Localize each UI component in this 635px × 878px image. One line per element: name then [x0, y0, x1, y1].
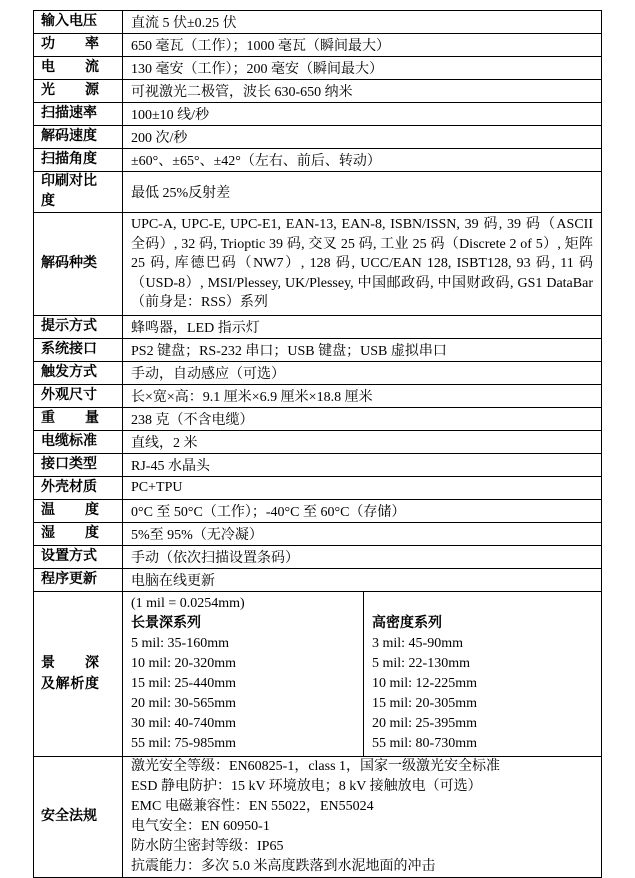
spec-row-housing-material — [34, 476, 602, 499]
spec-value-temperature: 0°C 至 50°C（工作）；-40°C 至 60°C（存储） — [123, 499, 602, 522]
spec-value-weight: 238 克（不含电缆） — [123, 407, 602, 430]
high-density-column — [364, 592, 601, 756]
spec-row-current — [34, 57, 602, 80]
spec-label-text: 触发方式 — [41, 364, 97, 380]
spec-label-text: 解码种类 — [41, 255, 97, 271]
spec-label-setup-method — [34, 545, 123, 568]
depth-item: 3 mil: 45-90mm — [372, 635, 463, 651]
spec-label-text: 电缆标准 — [41, 433, 97, 449]
spec-label-text: 外观尺寸 — [41, 387, 97, 403]
spec-label-text: 接口类型 — [41, 456, 97, 472]
depth-item: 30 mil: 40-740mm — [131, 715, 236, 731]
spec-label-temperature — [34, 499, 123, 522]
spec-label-scan-angle — [34, 149, 123, 172]
spec-label-scan-rate — [34, 103, 123, 126]
spec-label-decode-speed — [34, 126, 123, 149]
spec-value-scan-rate: 100±10 线/秒 — [123, 103, 602, 126]
spec-label-text: 输入电压 — [41, 14, 97, 29]
long-depth-column — [123, 592, 364, 756]
spec-label-input-voltage — [34, 11, 123, 34]
spec-label-weight — [34, 407, 123, 430]
spec-value-setup-method: 手动（依次扫描设置条码） — [123, 545, 602, 568]
spec-label-text: 功率 — [41, 37, 99, 52]
depth-item: 10 mil: 12-225mm — [372, 675, 477, 691]
safety-line: EMC 电磁兼容性：EN 55022，EN55024 — [131, 798, 374, 814]
depth-item: 20 mil: 25-395mm — [372, 715, 477, 731]
depth-item: 20 mil: 30-565mm — [131, 695, 236, 711]
spec-value-humidity: 5%至 95%（无冷凝） — [123, 522, 602, 545]
spec-table — [33, 10, 602, 878]
spec-value-scan-angle: ±60°、±65°、±42°（左右、前后、转动） — [123, 149, 602, 172]
spec-label-current — [34, 57, 123, 80]
spec-label-cable-standard — [34, 430, 123, 453]
safety-line: 激光安全等级：EN60825-1，class 1，国家一级激光安全标准 — [131, 758, 501, 774]
spec-label-text: 解码速度 — [41, 129, 97, 144]
spec-row-trigger-mode — [34, 361, 602, 384]
spec-label-text: 电流 — [41, 60, 99, 75]
spec-row-indication — [34, 315, 602, 338]
spec-label-decode-types — [34, 213, 123, 316]
spec-label-safety-regulations — [34, 756, 123, 877]
spec-label-system-interface — [34, 338, 123, 361]
spec-row-cable-standard — [34, 430, 602, 453]
safety-line: 防水防尘密封等级：IP65 — [131, 838, 284, 854]
spec-row-scan-angle — [34, 149, 602, 172]
spec-value-trigger-mode: 手动，自动感应（可选） — [123, 361, 602, 384]
spec-row-light-source — [34, 80, 602, 103]
spec-label-connector-type — [34, 453, 123, 476]
spec-row-scan-rate — [34, 103, 602, 126]
spec-label-lines — [41, 653, 116, 695]
spec-label-text: 湿度 — [41, 525, 99, 541]
spec-row-decode-types — [34, 213, 602, 316]
depth-column-title: 高密度系列 — [372, 615, 442, 631]
spec-row-firmware-update — [34, 568, 602, 591]
spec-value-decode-types: UPC-A, UPC-E, UPC-E1, EAN-13, EAN-8, ISBN/ISSN, 39 码, 39 码（ASCII 全码）, 32 码, Trioptic 39 码, 交叉 25 码, 工业 25 码（Discrete 2 of 5）, 矩阵 25 码, 库德巴码（NW7）, 128 码, UCC/EAN 128, ISBT128, 93 码, 11 码（USD-8）, MSI/Plessey, UK/Plessey, 中国邮政码, 中国财政码, GS1 DataBar（前身是：RSS）系列 — [123, 213, 602, 316]
spec-label-text: 安全法规 — [41, 808, 97, 824]
depth-item: 5 mil: 22-130mm — [372, 655, 470, 671]
spec-label-dimensions — [34, 384, 123, 407]
spec-label-indication — [34, 315, 123, 338]
spec-label-text: 重量 — [41, 410, 99, 426]
depth-subtable — [123, 592, 601, 756]
spec-row-print-contrast — [34, 172, 602, 213]
mil-conversion-note: (1 mil = 0.0254mm) — [131, 595, 245, 611]
spec-label-text: 光源 — [41, 83, 99, 98]
spec-row-input-voltage — [34, 11, 602, 34]
depth-item: 55 mil: 80-730mm — [372, 735, 477, 751]
spec-label-depth-of-field — [34, 591, 123, 756]
spec-label-text: 印刷对比度 — [41, 174, 97, 209]
spec-label-print-contrast — [34, 172, 123, 213]
spec-label-text: 提示方式 — [41, 318, 97, 334]
spec-label-text: 扫描角度 — [41, 152, 97, 167]
spec-value-decode-speed: 200 次/秒 — [123, 126, 602, 149]
spec-row-power — [34, 34, 602, 57]
spec-row-temperature — [34, 499, 602, 522]
spec-label-text: 扫描速率 — [41, 106, 97, 121]
spec-value-current: 130 毫安（工作）；200 毫安（瞬间最大） — [123, 57, 602, 80]
spec-row-setup-method — [34, 545, 602, 568]
spec-value-input-voltage: 直流 5 伏±0.25 伏 — [123, 11, 602, 34]
safety-line: 抗震能力：多次 5.0 米高度跌落到水泥地面的冲击 — [131, 858, 436, 874]
spec-label-text: 温度 — [41, 502, 99, 518]
spec-label-humidity — [34, 522, 123, 545]
spec-row-weight — [34, 407, 602, 430]
spec-value-print-contrast: 最低 25%反射差 — [123, 172, 602, 213]
spec-row-connector-type — [34, 453, 602, 476]
spec-row-safety-regulations — [34, 756, 602, 877]
spec-label-trigger-mode — [34, 361, 123, 384]
spec-value-depth-of-field — [123, 591, 602, 756]
spec-label-firmware-update — [34, 568, 123, 591]
spec-row-decode-speed — [34, 126, 602, 149]
spec-value-firmware-update: 电脑在线更新 — [123, 568, 602, 591]
spec-value-safety-regulations — [123, 756, 602, 877]
depth-item: 10 mil: 20-320mm — [131, 655, 236, 671]
spec-row-system-interface — [34, 338, 602, 361]
spec-label-power — [34, 34, 123, 57]
spec-row-dimensions — [34, 384, 602, 407]
spec-value-system-interface: PS2 键盘；RS-232 串口；USB 键盘；USB 虚拟串口 — [123, 338, 602, 361]
depth-spacer — [372, 594, 593, 614]
spec-label-text: 程序更新 — [41, 571, 97, 587]
spec-label-line: 及解析度 — [41, 676, 99, 692]
spec-value-dimensions: 长×宽×高：9.1 厘米×6.9 厘米×18.8 厘米 — [123, 384, 602, 407]
depth-column-title: 长景深系列 — [131, 615, 201, 631]
depth-item: 15 mil: 20-305mm — [372, 695, 477, 711]
spec-table-body — [34, 11, 602, 878]
safety-line: 电气安全：EN 60950-1 — [131, 818, 270, 834]
spec-label-line: 景深 — [41, 655, 99, 671]
depth-item: 5 mil: 35-160mm — [131, 635, 229, 651]
spec-label-text: 设置方式 — [41, 548, 97, 564]
spec-row-depth-of-field — [34, 591, 602, 756]
spec-row-humidity — [34, 522, 602, 545]
depth-item: 55 mil: 75-985mm — [131, 735, 236, 751]
spec-label-housing-material — [34, 476, 123, 499]
spec-label-text: 外壳材质 — [41, 479, 97, 495]
spec-label-text: 系统接口 — [41, 341, 97, 357]
depth-item: 15 mil: 25-440mm — [131, 675, 236, 691]
spec-value-connector-type: RJ-45 水晶头 — [123, 453, 602, 476]
spec-value-power: 650 毫瓦（工作）；1000 毫瓦（瞬间最大） — [123, 34, 602, 57]
spec-value-indication: 蜂鸣器，LED 指示灯 — [123, 315, 602, 338]
spec-value-housing-material: PC+TPU — [123, 476, 602, 499]
spec-label-light-source — [34, 80, 123, 103]
safety-line: ESD 静电防护：15 kV 环境放电；8 kV 接触放电（可选） — [131, 778, 482, 794]
spec-value-cable-standard: 直线，2 米 — [123, 430, 602, 453]
spec-value-light-source: 可视激光二极管，波长 630-650 纳米 — [123, 80, 602, 103]
